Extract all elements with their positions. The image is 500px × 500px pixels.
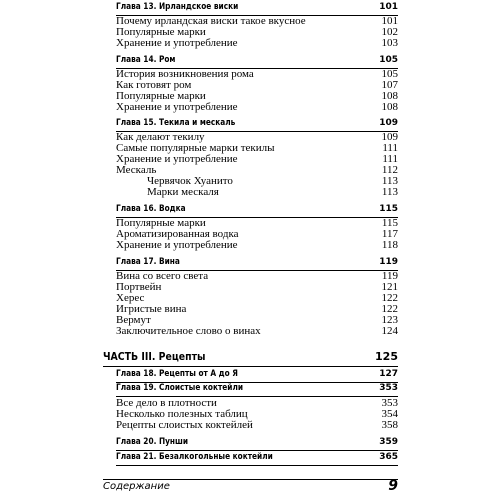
entry-title: История возникновения рома xyxy=(116,68,254,80)
chapter-18-heading xyxy=(116,369,398,383)
entry-title: Хранение и употребление xyxy=(116,101,238,113)
chapter-page: 101 xyxy=(379,2,398,12)
entry-page: 105 xyxy=(381,68,398,80)
entry-title: Игристые вина xyxy=(116,303,187,315)
entry-page: 113 xyxy=(381,175,398,187)
chapter-19-heading xyxy=(116,383,398,397)
chapter-21-heading xyxy=(116,452,398,466)
chapter-title: Глава 19. Слоистые коктейли xyxy=(116,383,244,393)
entry-page: 358 xyxy=(381,419,398,431)
part-3-heading xyxy=(103,350,398,368)
chapter-page: 365 xyxy=(379,452,398,462)
chapter-20-heading xyxy=(116,437,398,451)
entry-page: 101 xyxy=(381,15,398,27)
entry-page: 112 xyxy=(381,164,398,176)
part-title: ЧАСТЬ III. Рецепты xyxy=(103,350,206,363)
entry-page: 117 xyxy=(381,228,398,240)
entry-page: 122 xyxy=(381,303,398,315)
entry-title: Заключительное слово о винах xyxy=(116,325,261,337)
entry-title: Самые популярные марки текилы xyxy=(116,142,275,154)
entry-page: 108 xyxy=(381,101,398,113)
page-number: 9 xyxy=(388,478,398,494)
entry-page: 108 xyxy=(381,90,398,102)
entry-page: 107 xyxy=(381,79,398,91)
entry-title: Хранение и употребление xyxy=(116,153,238,165)
entry-title: Хранение и употребление xyxy=(116,37,238,49)
entry-page: 102 xyxy=(381,26,398,38)
toc-entry xyxy=(116,325,398,337)
entry-title: Все дело в плотности xyxy=(116,397,217,409)
entry-title: Марки мескаля xyxy=(147,186,219,198)
chapter-title: Глава 20. Пунши xyxy=(116,437,189,447)
entry-title: Почему ирландская виски такое вкусное xyxy=(116,15,306,27)
entry-page: 109 xyxy=(381,131,398,143)
chapter-title: Глава 14. Ром xyxy=(116,55,176,65)
entry-title: Популярные марки xyxy=(116,26,206,38)
entry-page: 111 xyxy=(382,153,398,165)
chapter-15-heading xyxy=(116,118,398,132)
toc-entry xyxy=(116,37,398,49)
chapter-title: Глава 17. Вина xyxy=(116,257,180,267)
entry-page: 123 xyxy=(381,314,398,326)
entry-title: Ароматизированная водка xyxy=(116,228,239,240)
entry-page: 121 xyxy=(381,281,398,293)
chapter-rule xyxy=(116,450,398,451)
entry-title: Несколько полезных таблиц xyxy=(116,408,248,420)
chapter-page: 127 xyxy=(379,369,398,379)
entry-title: Херес xyxy=(116,292,145,304)
entry-page: 118 xyxy=(381,239,398,251)
entry-page: 113 xyxy=(381,186,398,198)
chapter-title: Глава 21. Безалкогольные коктейли xyxy=(116,452,273,462)
entry-page: 103 xyxy=(381,37,398,49)
chapter-page: 359 xyxy=(379,437,398,447)
entry-page: 124 xyxy=(381,325,398,337)
chapter-rule xyxy=(116,465,398,466)
entry-title: Портвейн xyxy=(116,281,162,293)
part-rule xyxy=(103,366,398,367)
entry-title: Рецепты слоистых коктейлей xyxy=(116,419,253,431)
chapter-title: Глава 13. Ирландское виски xyxy=(116,2,239,12)
entry-page: 119 xyxy=(381,270,398,282)
chapter-page: 119 xyxy=(379,257,398,267)
chapter-17-heading xyxy=(116,257,398,271)
chapter-page: 353 xyxy=(379,383,398,393)
chapter-14-heading xyxy=(116,55,398,69)
entry-title: Вермут xyxy=(116,314,151,326)
toc-subentry xyxy=(147,186,398,198)
toc-entry xyxy=(116,419,398,431)
entry-page: 111 xyxy=(382,142,398,154)
chapter-title: Глава 15. Текила и мескаль xyxy=(116,118,236,128)
chapter-title: Глава 16. Водка xyxy=(116,204,186,214)
entry-title: Популярные марки xyxy=(116,217,206,229)
toc-entry xyxy=(116,101,398,113)
entry-title: Как готовят ром xyxy=(116,79,192,91)
footer-rule xyxy=(103,479,398,480)
chapter-page: 115 xyxy=(379,204,398,214)
entry-title: Мескаль xyxy=(116,164,157,176)
entry-title: Вина со всего света xyxy=(116,270,209,282)
entry-title: Червячок Хуанито xyxy=(147,175,233,187)
toc-entry xyxy=(116,239,398,251)
entry-title: Как делают текилу xyxy=(116,131,205,143)
entry-page: 122 xyxy=(381,292,398,304)
chapter-title: Глава 18. Рецепты от А до Я xyxy=(116,369,238,379)
entry-page: 115 xyxy=(381,217,398,229)
entry-page: 353 xyxy=(381,397,398,409)
chapter-13-heading xyxy=(116,2,398,16)
running-footer-title: Содержание xyxy=(103,481,170,492)
chapter-16-heading xyxy=(116,204,398,218)
chapter-page: 109 xyxy=(379,118,398,128)
entry-title: Хранение и употребление xyxy=(116,239,238,251)
entry-title: Популярные марки xyxy=(116,90,206,102)
chapter-page: 105 xyxy=(379,55,398,65)
part-page: 125 xyxy=(375,350,398,363)
entry-page: 354 xyxy=(381,408,398,420)
